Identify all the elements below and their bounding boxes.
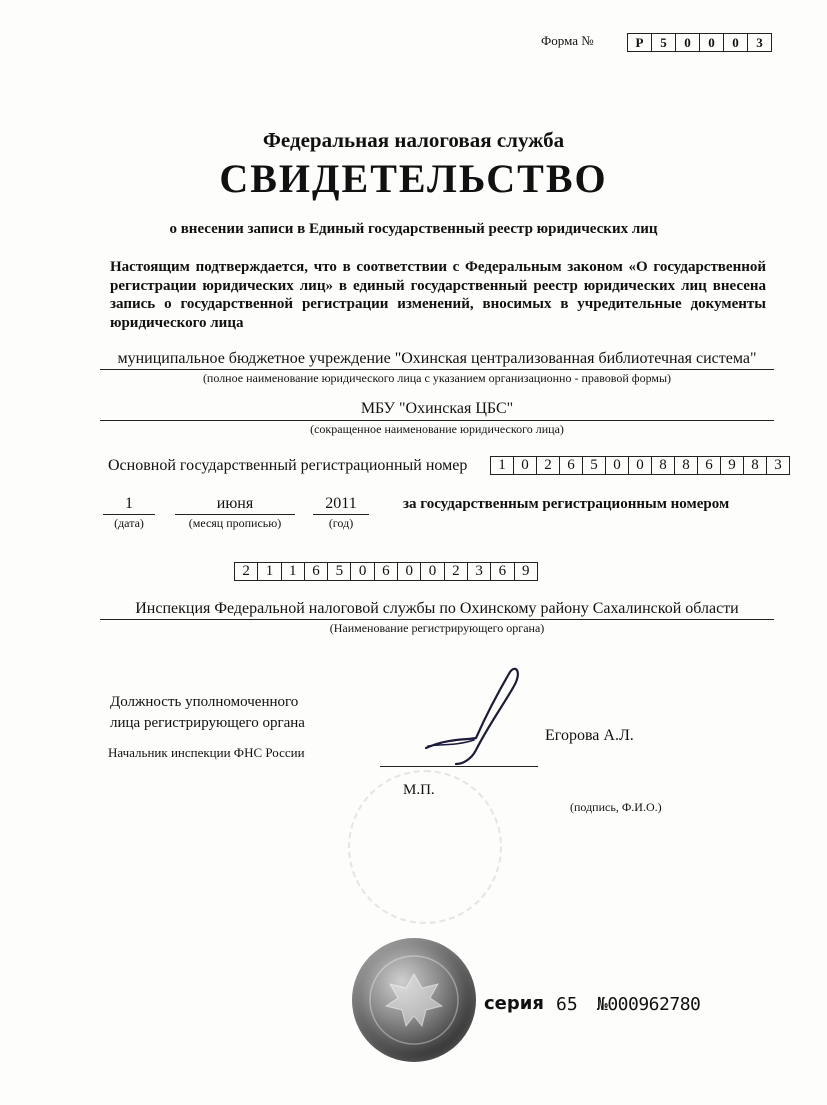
grn-digit: 0 [421,563,444,580]
signatory-position [110,692,350,734]
grn-digit: 1 [282,563,305,580]
blank-number: №000962780 [597,994,701,1015]
date-year-caption: (год) [328,516,354,530]
grn-digit: 6 [375,563,398,580]
form-code-cell: Р [628,34,652,51]
ogrn-digit: 1 [491,457,514,474]
grn-cells [234,562,538,581]
document-subtitle: о внесении записи в Единый государственный реестр юридических лиц [169,221,658,237]
ogrn-digit: 8 [652,457,675,474]
date-year: 2011 [325,495,357,512]
form-code-cell: 0 [724,34,748,51]
grn-digit: 1 [258,563,281,580]
ogrn-digit: 0 [514,457,537,474]
form-number-cells [627,33,772,52]
grn-digit: 2 [235,563,258,580]
form-code-cell: 5 [652,34,676,51]
grn-label: за государственным регистрационным номером [403,496,730,512]
ogrn-digit: 6 [560,457,583,474]
date-month-underline [175,514,295,515]
ogrn-digit: 8 [675,457,698,474]
entity-full-name: муниципальное бюджетное учреждение "Охинская централизованная библиотечная система" [117,350,757,367]
ogrn-digit: 5 [583,457,606,474]
registrar-caption: (Наименование регистрирующего органа) [329,621,545,635]
ogrn-digit: 2 [537,457,560,474]
ogrn-cells [490,456,790,475]
authority-name: Федеральная налоговая служба [262,128,565,152]
grn-digit: 0 [351,563,374,580]
handwritten-signature-icon [418,660,528,770]
date-month-caption: (месяц прописью) [188,516,282,530]
blank-series: 65 [556,994,578,1015]
grn-digit: 6 [305,563,328,580]
stamp-place-label: М.П. [403,782,435,798]
short-name-underline [100,420,774,421]
signer-name: Егорова А.Л. [545,727,634,744]
form-code-cell: 3 [756,35,763,50]
date-month: июня [216,495,254,512]
ogrn-digit: 0 [629,457,652,474]
entity-full-name-caption: (полное наименование юридического лица с указанием организационно - правовой формы) [202,371,672,385]
grn-digit: 6 [491,563,514,580]
grn-digit: 3 [468,563,491,580]
grn-digit: 5 [328,563,351,580]
registrar-underline [100,619,774,620]
date-day: 1 [125,495,133,512]
entity-short-name-caption: (сокращенное наименование юридического лица) [310,422,564,436]
eagle-emblem-icon [352,938,476,1062]
date-year-underline [313,514,369,515]
signatory-title: Начальник инспекции ФНС России [108,745,305,760]
document-title: СВИДЕТЕЛЬСТВО [219,156,608,201]
signature-caption: (подпись, Ф.И.О.) [570,800,662,814]
full-name-underline [100,369,774,370]
position-line-1: Должность уполномоченного [110,694,299,710]
form-code-cell: 0 [676,34,700,51]
hologram-seal-icon [352,938,476,1062]
statement-paragraph: Настоящим подтверждается, что в соответствии с Федеральным законом «О государственной регистрации юридических лиц» в единый государственный реестр юридических лиц внесена запись о государственной регистрации изменений, вносимых в учредительные документы юридического лица [110,259,766,331]
ogrn-digit: 8 [744,457,767,474]
signature-underline [380,766,538,767]
ogrn-label: Основной государственный регистрационный номер [108,457,468,474]
ogrn-digit: 0 [606,457,629,474]
ogrn-digit: 6 [698,457,721,474]
entity-short-name: МБУ "Охинская ЦБС" [360,400,514,417]
ogrn-digit: 3 [774,457,782,473]
grn-digit: 0 [398,563,421,580]
date-day-underline [103,514,155,515]
form-number-label: Форма № [541,33,594,48]
form-code-cell: 0 [700,34,724,51]
position-line-2: лица регистрирующего органа [110,715,305,731]
registrar-name: Инспекция Федеральной налоговой службы по Охинскому району Сахалинской области [135,600,739,617]
grn-digit: 9 [521,563,530,579]
ogrn-digit: 9 [721,457,744,474]
date-day-caption: (дата) [114,516,144,530]
grn-digit: 2 [445,563,468,580]
blank-series-label: серия [484,993,544,1014]
